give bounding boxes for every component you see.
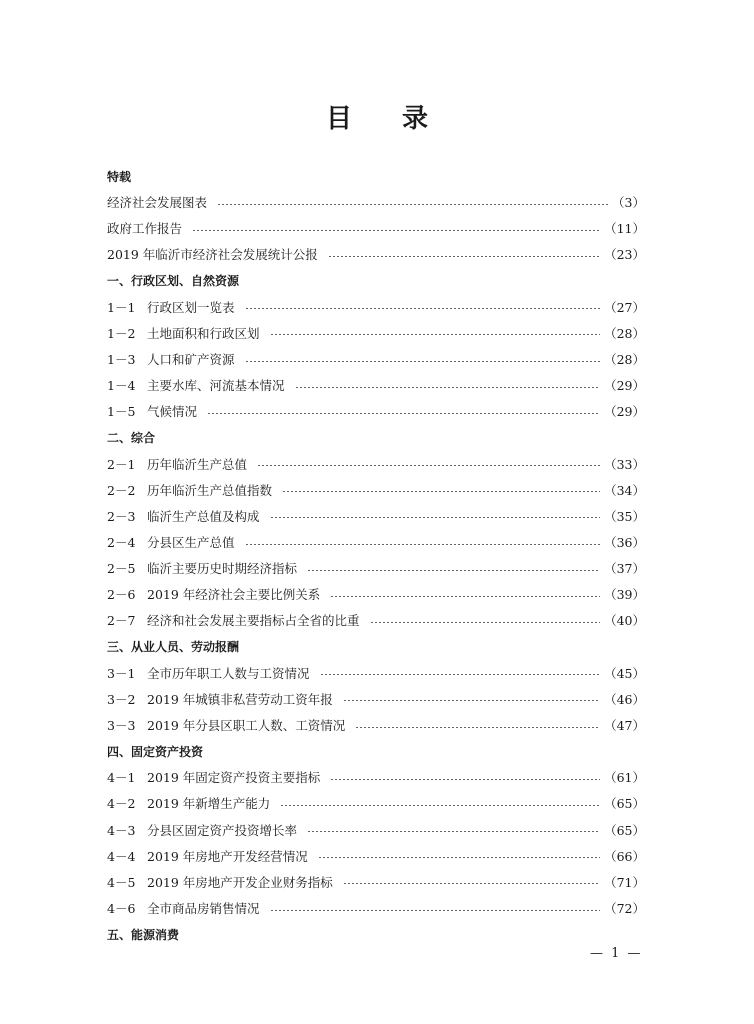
entry-title: 2019 年经济社会主要比例关系 xyxy=(147,587,321,603)
section-label: 五、能源消费 xyxy=(107,927,180,942)
toc-entry[interactable] xyxy=(107,817,645,843)
toc-section-heading xyxy=(107,921,645,947)
entry-page-number: （47） xyxy=(604,718,645,734)
dot-leader xyxy=(307,570,600,571)
dot-leader xyxy=(343,883,600,884)
entry-page-number: （39） xyxy=(604,587,645,603)
entry-page-number: （3） xyxy=(612,195,645,211)
entry-page-number: （23） xyxy=(604,247,645,263)
toc-entry[interactable] xyxy=(107,398,645,424)
dot-leader xyxy=(282,491,600,492)
toc-section-heading xyxy=(107,424,645,450)
toc-entry[interactable] xyxy=(107,790,645,816)
dot-leader xyxy=(330,779,600,780)
entry-title: 2019 年城镇非私营劳动工资年报 xyxy=(147,691,333,707)
entry-title: 土地面积和行政区划 xyxy=(147,325,260,341)
entry-page-number: （72） xyxy=(604,901,645,916)
entry-number: 4－1 xyxy=(107,770,136,786)
toc-section-heading xyxy=(107,738,645,764)
dot-leader xyxy=(192,230,600,231)
entry-page-number: （45） xyxy=(604,665,645,681)
entry-number: 1－4 xyxy=(107,378,136,394)
dot-leader xyxy=(270,517,601,518)
entry-number: 2－6 xyxy=(107,587,136,603)
dot-leader xyxy=(245,361,601,362)
toc-entry[interactable] xyxy=(107,843,645,869)
title-char-2: 录 xyxy=(402,104,429,134)
entry-page-number: （46） xyxy=(604,691,645,707)
table-of-contents xyxy=(107,163,645,947)
toc-entry[interactable] xyxy=(107,764,645,790)
entry-title: 气候情况 xyxy=(147,404,198,420)
entry-title: 分县区生产总值 xyxy=(147,535,235,551)
entry-page-number: （11） xyxy=(604,221,645,237)
entry-title: 全市历年职工人数与工资情况 xyxy=(147,665,310,681)
toc-entry[interactable] xyxy=(107,712,645,738)
entry-page-number: （37） xyxy=(604,561,645,577)
entry-title: 行政区划一览表 xyxy=(147,299,235,315)
entry-page-number: （65） xyxy=(604,822,645,838)
entry-title: 人口和矿产资源 xyxy=(147,352,235,368)
dot-leader xyxy=(270,334,601,335)
toc-entry[interactable] xyxy=(107,320,645,346)
entry-page-number: （36） xyxy=(604,535,645,551)
entry-number: 3－2 xyxy=(107,691,136,707)
entry-number: 1－1 xyxy=(107,299,136,315)
entry-title: 2019 年房地产开发经营情况 xyxy=(147,848,308,864)
entry-page-number: （71） xyxy=(604,874,645,890)
entry-title: 2019 年房地产开发企业财务指标 xyxy=(147,874,333,890)
entry-title: 政府工作报告 xyxy=(107,221,183,237)
page-title xyxy=(0,98,754,134)
entry-page-number: （33） xyxy=(604,456,645,472)
entry-number: 1－2 xyxy=(107,325,136,341)
toc-entry[interactable] xyxy=(107,503,645,529)
entry-number: 2－1 xyxy=(107,456,136,472)
toc-entry[interactable] xyxy=(107,660,645,686)
dot-leader xyxy=(320,674,601,675)
entry-number: 2－7 xyxy=(107,613,136,629)
entry-number: 2－2 xyxy=(107,482,136,498)
toc-entry[interactable] xyxy=(107,895,645,921)
entry-page-number: （66） xyxy=(604,848,645,864)
entry-title: 2019 年分县区职工人数、工资情况 xyxy=(147,718,346,734)
entry-page-number: （28） xyxy=(604,352,645,368)
entry-title: 分县区固定资产投资增长率 xyxy=(147,822,298,838)
dot-leader xyxy=(280,805,600,806)
entry-title: 2019 年固定资产投资主要指标 xyxy=(147,770,321,786)
entry-number: 3－3 xyxy=(107,718,136,734)
entry-page-number: （29） xyxy=(604,404,645,420)
toc-entry[interactable] xyxy=(107,451,645,477)
entry-title: 临沂主要历史时期经济指标 xyxy=(147,561,298,577)
entry-title: 经济和社会发展主要指标占全省的比重 xyxy=(147,613,360,629)
entry-title: 2019 年新增生产能力 xyxy=(147,796,271,812)
toc-section-heading xyxy=(107,268,645,294)
entry-page-number: （61） xyxy=(604,770,645,786)
entry-number: 1－5 xyxy=(107,404,136,420)
entry-number: 2－4 xyxy=(107,535,136,551)
toc-entry[interactable] xyxy=(107,477,645,503)
toc-section-heading xyxy=(107,634,645,660)
title-char-1: 目 xyxy=(325,104,352,134)
section-label: 一、行政区划、自然资源 xyxy=(107,274,240,289)
dot-leader xyxy=(217,204,608,205)
section-label: 三、从业人员、劳动报酬 xyxy=(107,640,240,655)
dot-leader xyxy=(245,544,601,545)
dot-leader xyxy=(307,831,600,832)
entry-title: 主要水库、河流基本情况 xyxy=(147,378,285,394)
entry-number: 2－3 xyxy=(107,508,136,524)
dot-leader xyxy=(330,596,600,597)
toc-entry[interactable] xyxy=(107,241,645,267)
section-label: 特载 xyxy=(107,169,132,184)
toc-entry[interactable] xyxy=(107,607,645,633)
section-label: 二、综合 xyxy=(107,430,156,445)
dot-leader xyxy=(207,413,600,414)
toc-entry[interactable] xyxy=(107,581,645,607)
toc-section-heading xyxy=(107,163,645,189)
dot-leader xyxy=(318,857,600,858)
dot-leader xyxy=(370,622,601,623)
entry-number: 3－1 xyxy=(107,665,136,681)
entry-number: 2－5 xyxy=(107,561,136,577)
dot-leader xyxy=(328,256,600,257)
dot-leader xyxy=(245,308,601,309)
page-number: — 1 — xyxy=(590,946,643,961)
entry-page-number: （65） xyxy=(604,796,645,812)
dot-leader xyxy=(295,387,601,388)
toc-entry[interactable] xyxy=(107,372,645,398)
entry-title: 临沂生产总值及构成 xyxy=(147,508,260,524)
entry-number: 4－2 xyxy=(107,796,136,812)
toc-entry[interactable] xyxy=(107,294,645,320)
entry-page-number: （29） xyxy=(604,378,645,394)
entry-number: 4－5 xyxy=(107,874,136,890)
entry-title: 历年临沂生产总值指数 xyxy=(147,482,273,498)
toc-entry[interactable] xyxy=(107,189,645,215)
dot-leader xyxy=(343,700,600,701)
dot-leader xyxy=(270,910,601,911)
entry-page-number: （40） xyxy=(604,613,645,629)
entry-title: 全市商品房销售情况 xyxy=(147,901,260,916)
section-label: 四、固定资产投资 xyxy=(107,744,204,759)
entry-title: 历年临沂生产总值 xyxy=(147,456,248,472)
dot-leader xyxy=(257,465,600,466)
entry-number: 4－6 xyxy=(107,901,136,916)
toc-entry[interactable] xyxy=(107,215,645,241)
toc-entry[interactable] xyxy=(107,555,645,581)
entry-page-number: （27） xyxy=(604,299,645,315)
entry-title: 经济社会发展图表 xyxy=(107,195,208,211)
entry-page-number: （35） xyxy=(604,508,645,524)
entry-number: 4－3 xyxy=(107,822,136,838)
toc-entry[interactable] xyxy=(107,346,645,372)
entry-page-number: （28） xyxy=(604,325,645,341)
entry-number: 1－3 xyxy=(107,352,136,368)
entry-number: 4－4 xyxy=(107,848,136,864)
toc-entry[interactable] xyxy=(107,686,645,712)
toc-entry[interactable] xyxy=(107,529,645,555)
toc-entry[interactable] xyxy=(107,869,645,895)
entry-title: 2019 年临沂市经济社会发展统计公报 xyxy=(107,247,318,263)
entry-page-number: （34） xyxy=(604,482,645,498)
dot-leader xyxy=(355,727,600,728)
